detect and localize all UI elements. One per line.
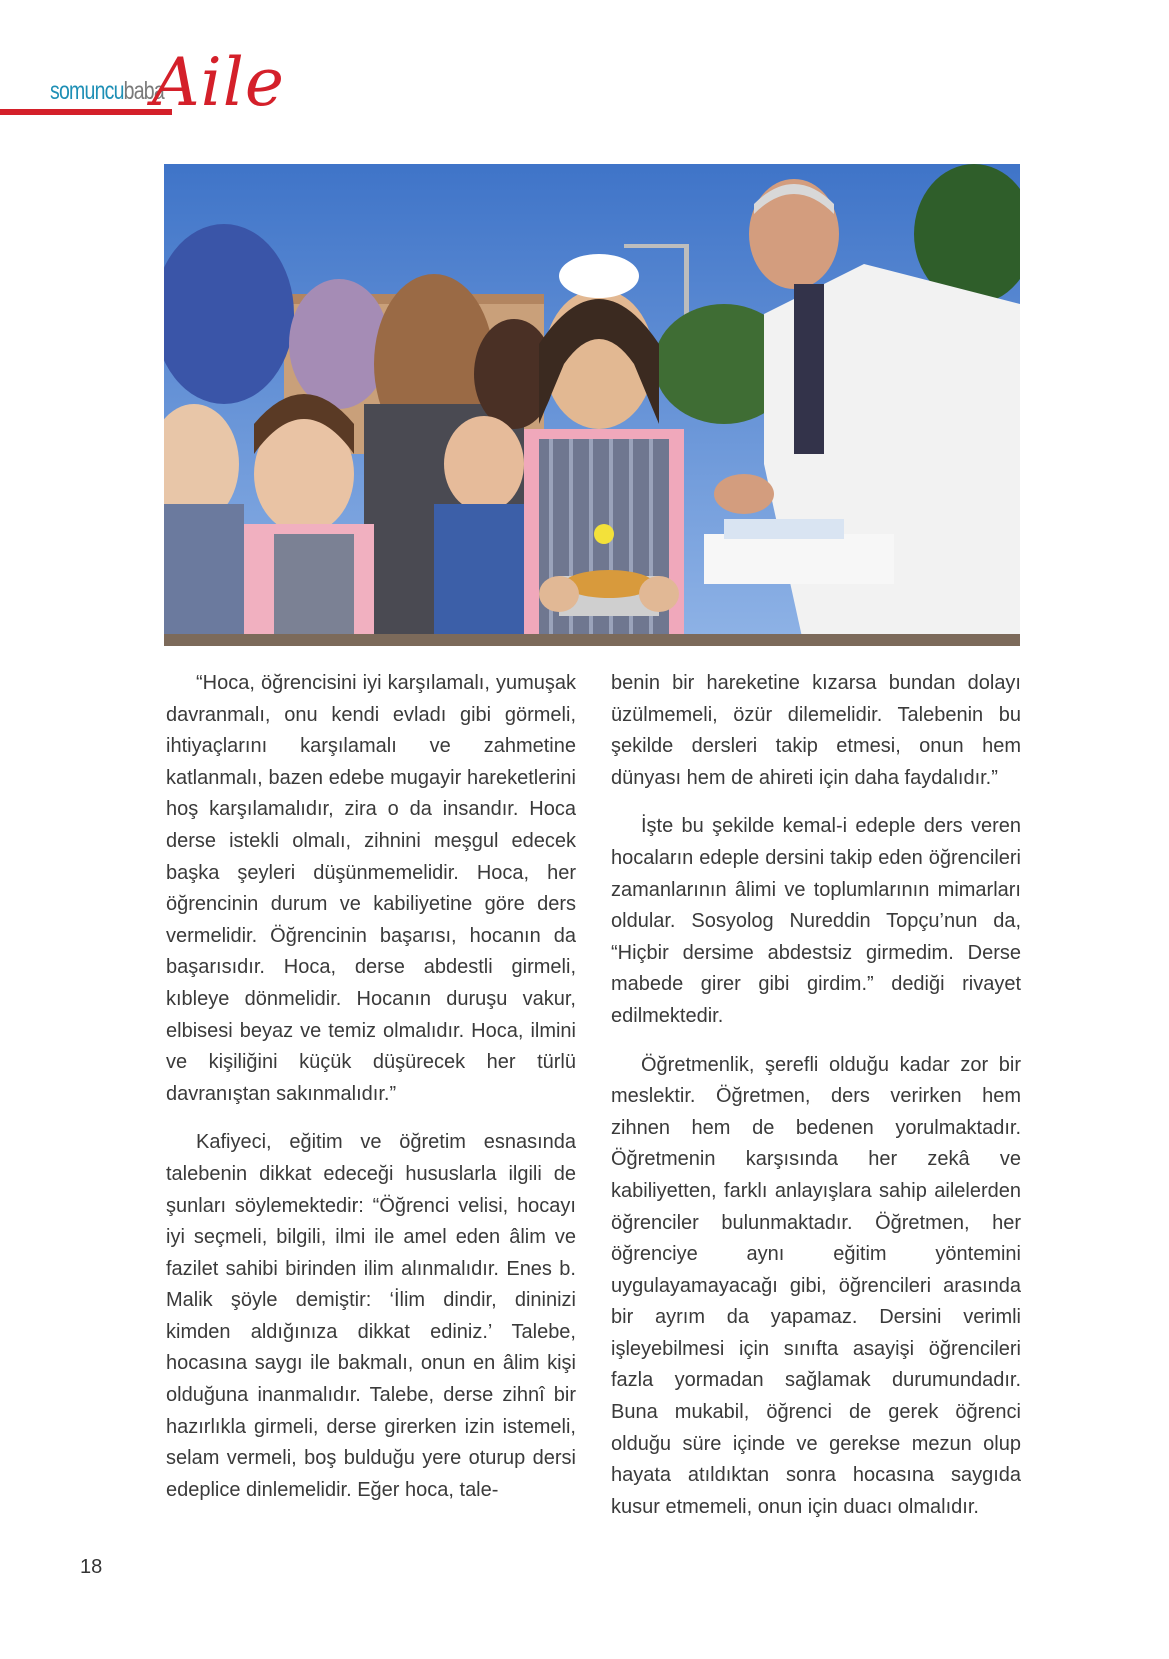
- brand-part-2: baba: [123, 77, 164, 105]
- article-column-left: [166, 668, 576, 1523]
- brand-part-1: somuncu: [50, 77, 124, 105]
- paragraph: Öğretmenlik, şerefli olduğu kadar zor bir meslektir. Öğretmen, ders verirken hem zihnen hem de bedenen yorulmaktadır. Öğretmenin karşısında her zekâ ve kabiliyetten, farklı anlayışlara sahip ailelerden öğrenciler bulunmaktadır. Öğretmen, her öğrenciye aynı eğitim yöntemini uygulayamayacağı gibi, öğrencileri arasında bir ayrım da yapamaz. Dersini verimli işleyebilmesi için sınıfta asayişi öğrencileri fazla yormadan sağlamak durumundadır. Buna mukabil, öğrenci de gerek öğrenci olduğu süre içinde ve gerekse mezun olup hayata atıldıktan sonra hocasına saygıda kusur etmemeli, onun için duacı olmalıdır.: [611, 1053, 1021, 1518]
- paragraph: Kafiyeci, eğitim ve öğretim esnasında talebenin dikkat edeceği hususlarla ilgili de şunları söylemektedir: “Öğrenci velisi, hocayı iyi seçmeli, bilgili, ilmi ile amel eden âlim ve fazilet sahibi birinden ilim alınmalıdır. Enes b. Malik şöyle demiştir: ‘İlim dindir, dininizi kimden aldığınıza dikkat ediniz.’ Talebe, hocasına saygı ile bakmalı, onun en âlim kişi olduğuna inanmalıdır. Talebe, derse zihnî bir hazırlıkla girmeli, derse girerken izin istemeli, selam vermeli, boş bulduğu yere oturup dersi edeplice dinlemelidir. Eğer hoca, tale-: [166, 1131, 576, 1501]
- paragraph: “Hoca, öğrencisini iyi karşılamalı, yumuşak davranmalı, onu kendi evladı gibi görmeli, ihtiyaçlarını karşılamalı ve zahmetine katlanmalı, bazen edebe mugayir hareketlerini hoş karşılamalıdır, zira o da insandır. Hoca derse istekli olmalı, zihnini meşgul edecek başka şeyleri düşünmemelidir. Hoca, her öğrencinin durum ve kabiliyetine göre ders vermelidir. Öğrencinin başarısı, hocanın da başarısıdır. Hoca, derse abdestli girmeli, kıbleye dönmelidir. Hocanın duruşu vakur, elbisesi beyaz ve temiz olmalıdır. Hoca, ilmini ve kişiliğini küçük düşürecek her türlü davranıştan sakınmalıdır.”: [166, 672, 576, 1105]
- article-column-right: [611, 668, 1021, 1540]
- page-number: 18: [80, 1556, 103, 1578]
- paragraph: İşte bu şekilde kemal-i edeple ders veren hocaların edeple dersini takip eden öğrencileri zamanlarının âlimi ve toplumlarının mimarları oldular. Sosyolog Nureddin Topçu’nun da, “Hiçbir dersime abdestsiz girmedim. Derse mabede girer gibi girdim.” dediği rivayet edilmektedir.: [611, 815, 1021, 1027]
- photo-children-teacher-icon: [164, 164, 1020, 646]
- brand-logo-small: [50, 77, 164, 106]
- article-photo: [164, 164, 1020, 646]
- brand-logo-aile: Aile: [152, 44, 285, 121]
- paragraph: benin bir hareketine kızarsa bundan dolayı üzülmemeli, özür dilemelidir. Talebenin bu şekilde dersleri takip etmesi, onun hem dünyası hem de ahireti için daha faydalıdır.”: [611, 672, 1021, 789]
- header-rule: [0, 109, 172, 115]
